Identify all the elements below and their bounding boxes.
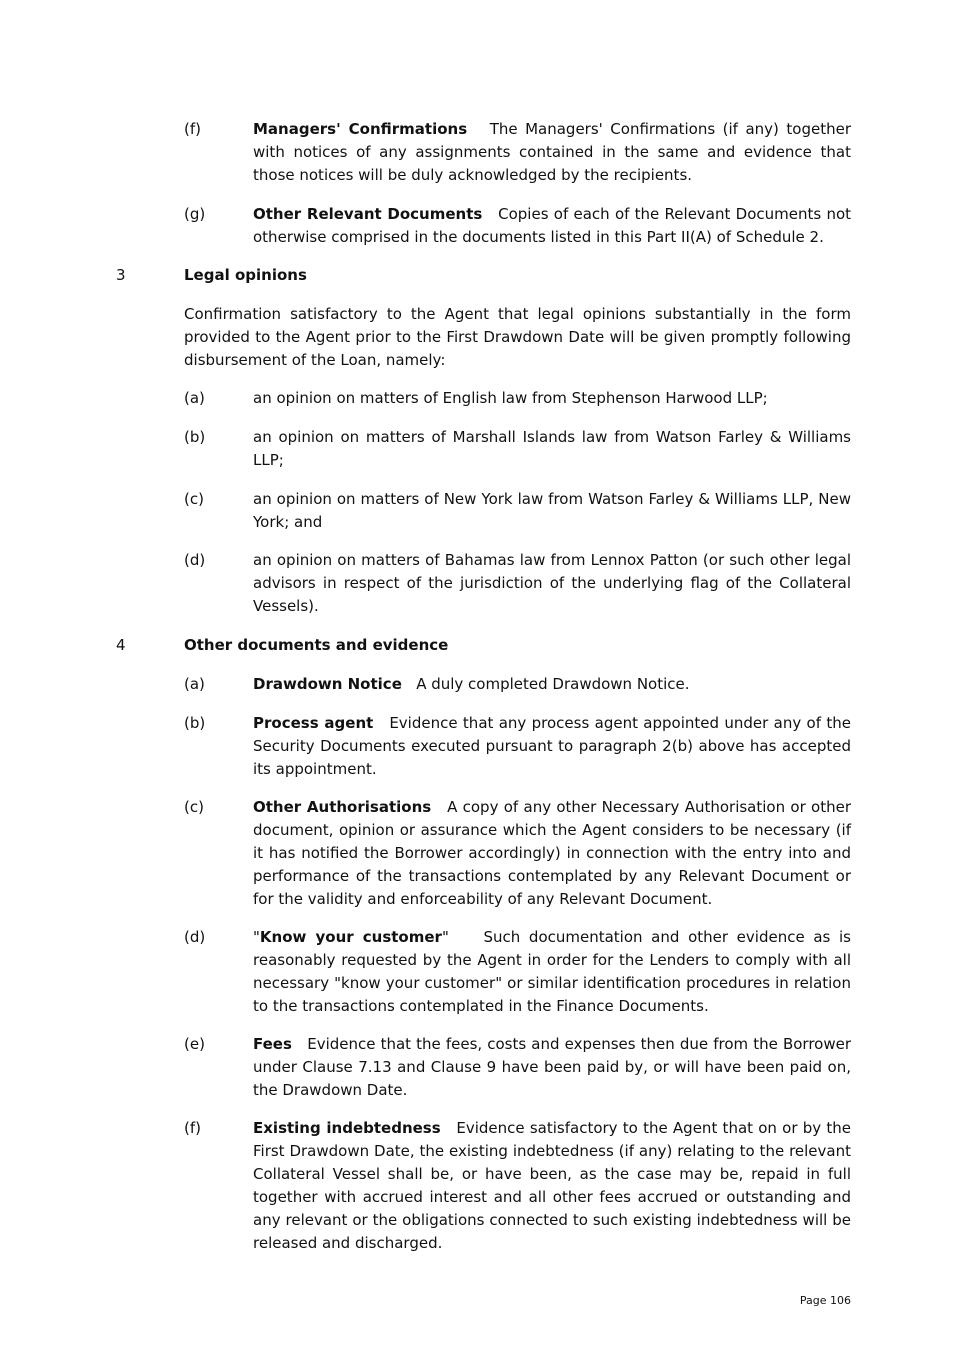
quote-open: ": [253, 928, 260, 946]
item-label: (c): [184, 490, 204, 508]
list-item-4a-drawdown-notice: [184, 673, 851, 696]
item-label: (b): [184, 714, 206, 732]
item-heading: Other Authorisations: [253, 798, 432, 816]
list-item-3a: [184, 387, 851, 410]
section-number: 3: [116, 266, 126, 284]
item-heading: Other Relevant Documents: [253, 205, 483, 223]
item-text: Copies of each of the Relevant Documents not otherwise comprised in the documents listed in this Part II(A) of Schedule 2.: [253, 205, 852, 246]
list-item-4b-process-agent: [184, 712, 851, 781]
list-item-4f-existing-indebtedness: [184, 1117, 851, 1255]
item-label: (f): [184, 1119, 201, 1137]
item-label: (d): [184, 551, 206, 569]
item-text: Evidence that the fees, costs and expenses then due from the Borrower under Clause 7.13 and Clause 9 have been paid by, or will have been paid on, the Drawdown Date.: [253, 1035, 851, 1099]
item-text: an opinion on matters of Bahamas law from Lennox Patton (or such other legal advisors in respect of the jurisdiction of the underlying flag of the Collateral Vessels).: [253, 551, 851, 615]
item-heading: Drawdown Notice: [253, 675, 402, 693]
list-item-f-managers-confirmations: [184, 118, 851, 187]
item-label: (f): [184, 120, 201, 138]
item-label: (d): [184, 928, 206, 946]
list-item-4e-fees: [184, 1033, 851, 1102]
item-heading: Process agent: [253, 714, 374, 732]
section-title: Other documents and evidence: [184, 636, 449, 654]
list-item-4c-other-authorisations: [184, 796, 851, 911]
item-heading: Fees: [253, 1035, 292, 1053]
quote-close: ": [441, 928, 449, 946]
section-3-heading: [116, 264, 851, 287]
item-text: Evidence that any process agent appointed under any of the Security Documents executed pursuant to paragraph 2(b) above has accepted its appointment.: [253, 714, 851, 778]
item-label: (e): [184, 1035, 205, 1053]
item-text: an opinion on matters of English law from Stephenson Harwood LLP;: [253, 389, 768, 407]
list-item-3c: [184, 488, 851, 534]
item-text: The Managers' Confirmations (if any) together with notices of any assignments contained in the same and evidence that those notices will be duly acknowledged by the recipients.: [253, 120, 852, 184]
item-text: Evidence satisfactory to the Agent that on or by the First Drawdown Date, the existing indebtedness (if any) relating to the relevant Collateral Vessel shall be, or have been, as the case may be, repaid in full together with accrued interest and all other fees accrued or outstanding and any relevant or the obligations connected to such existing indebtedness will be released and discharged.: [253, 1119, 851, 1252]
section-3-intro: Confirmation satisfactory to the Agent that legal opinions substantially in the form provided to the Agent prior to the First Drawdown Date will be given promptly following disbursement of the Loan, namely:: [184, 305, 851, 369]
item-label: (a): [184, 675, 205, 693]
item-label: (g): [184, 205, 206, 223]
section-4-heading: [116, 634, 851, 657]
page-number: Page 106: [799, 1294, 851, 1307]
item-label: (a): [184, 389, 205, 407]
list-item-g-other-relevant-documents: [184, 203, 851, 249]
item-text: an opinion on matters of New York law from Watson Farley & Williams LLP, New York; and: [253, 490, 851, 531]
section-title: Legal opinions: [184, 266, 307, 284]
item-text: Such documentation and other evidence as is reasonably requested by the Agent in order for the Lenders to comply with all necessary "know your customer" or similar identification procedures in relation to the transactions contemplated in the Finance Documents.: [253, 928, 851, 1015]
item-label: (b): [184, 428, 206, 446]
item-heading: Existing indebtedness: [253, 1119, 441, 1137]
item-heading: Know your customer: [259, 928, 442, 946]
list-item-3d: [184, 549, 851, 618]
item-text: an opinion on matters of Marshall Islands law from Watson Farley & Williams LLP;: [253, 428, 851, 469]
item-text: A copy of any other Necessary Authorisation or other document, opinion or assurance which the Agent considers to be necessary (if it has notified the Borrower accordingly) in connection with the entry into and performance of the transactions contemplated by any Relevant Document or for the validity and enforceability of any Relevant Document.: [253, 798, 852, 908]
item-label: (c): [184, 798, 204, 816]
item-heading: Managers' Confirmations: [253, 120, 468, 138]
item-text: A duly completed Drawdown Notice.: [416, 675, 690, 693]
list-item-3b: [184, 426, 851, 472]
section-number: 4: [116, 636, 126, 654]
list-item-4d-know-your-customer: [184, 926, 851, 1018]
